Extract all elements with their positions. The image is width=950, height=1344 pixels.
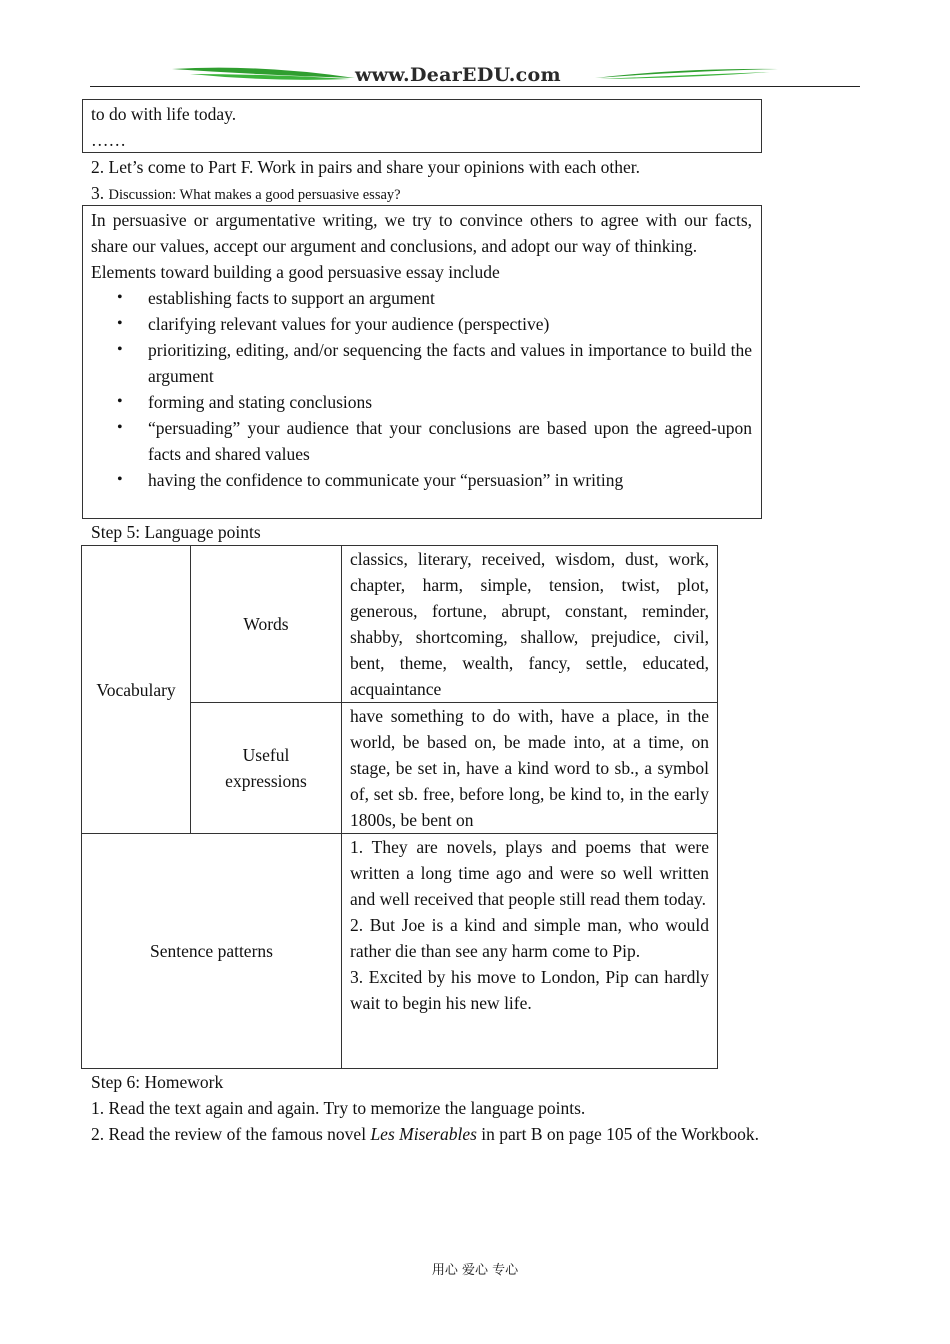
sentence-pattern: 3. Excited by his move to London, Pip can hardly wait to begin his new life.: [350, 967, 709, 1013]
novel-title: Les Miserables: [370, 1124, 477, 1144]
item-3: [91, 180, 401, 208]
continued-text-box: [82, 99, 762, 153]
site-logo-text: www.DearEDU.com: [355, 64, 561, 86]
useful-label-line1: Useful: [242, 745, 290, 765]
sentence-patterns-label-cell: [82, 834, 342, 1069]
header-banner: [90, 62, 860, 92]
elements-lead: Elements toward building a good persuasive essay include: [91, 262, 500, 282]
item-3-number: 3.: [91, 183, 105, 203]
elements-list: [91, 285, 752, 493]
sentence-pattern: 1. They are novels, plays and poems that were written a long time ago and were so well written and well received that people still read them today.: [350, 837, 709, 909]
list-item: • clarifying relevant values for your audience (perspective): [91, 311, 752, 337]
bullet-icon: •: [117, 289, 123, 306]
useful-label-line2: expressions: [225, 771, 307, 791]
words-label: Words: [243, 614, 289, 634]
persuasive-essay-box: [82, 205, 762, 519]
list-item: • having the confidence to communicate your “persuasion” in writing: [91, 467, 752, 493]
step-5-heading: Step 5: Language points: [91, 522, 261, 542]
words-cell: [342, 546, 718, 703]
words-list: classics, literary, received, wisdom, dust, work, chapter, harm, simple, tension, twist, plot, generous, fortune, abrupt, constant, reminder, shabby, shortcoming, shallow, prejudice, civil, bent, theme, wealth, fancy, settle, educated, acquaintance: [350, 549, 709, 699]
item-3-text: Discussion: What makes a good persuasive essay?: [108, 187, 401, 203]
bullet-icon: •: [117, 393, 123, 410]
words-label-cell: [191, 546, 342, 703]
bullet-icon: •: [117, 419, 123, 436]
useful-expressions-list: have something to do with, have a place, in the world, be based on, be made into, at a time, on stage, be set in, have a kind word to sb., a symbol of, set sb. free, before long, be kind to, in the early 1800s, be bent on: [350, 706, 709, 830]
sentence-pattern: 2. But Joe is a kind and simple man, who would rather die than see any harm come to Pip.: [350, 915, 709, 961]
step-6-heading: Step 6: Homework: [91, 1072, 224, 1092]
box1-line1: to do with life today.: [91, 104, 237, 124]
vocabulary-cell: [82, 546, 191, 834]
list-item: • prioritizing, editing, and/or sequencing the facts and values in importance to build the argument: [91, 337, 752, 389]
useful-expressions-label-cell: [191, 703, 342, 834]
bullet-icon: •: [117, 315, 123, 332]
persuasive-intro: In persuasive or argumentative writing, we try to convince others to agree with our facts, share our values, accept our argument and conclusions, and adopt our way of thinking.: [91, 210, 752, 256]
homework-2-text-end: in part B on page 105 of the Workbook.: [476, 1124, 760, 1144]
item-2: 2. Let’s come to Part F. Work in pairs and share your opinions with each other.: [91, 157, 640, 177]
homework-1: 1. Read the text again and again. Try to memorize the language points.: [91, 1098, 586, 1118]
header-rule: [90, 86, 860, 87]
bullet-icon: •: [117, 341, 123, 358]
bullet-icon: •: [117, 471, 123, 488]
homework-2: [91, 1121, 759, 1147]
list-item: • establishing facts to support an argument: [91, 285, 752, 311]
list-item: • forming and stating conclusions: [91, 389, 752, 415]
sentence-patterns-label: Sentence patterns: [150, 941, 273, 961]
homework-2-text: 2. Read the review of the famous novel: [91, 1124, 371, 1144]
page-footer: 用心 爱心 专心: [431, 1263, 519, 1278]
vocabulary-label: Vocabulary: [96, 679, 176, 700]
sentence-patterns-cell: [342, 834, 718, 1069]
box1-ellipsis: ……: [91, 130, 126, 150]
list-item: • “persuading” your audience that your conclusions are based upon the agreed-upon facts and shared values: [91, 415, 752, 467]
language-points-table: [81, 545, 718, 1069]
useful-expressions-cell: [342, 703, 718, 834]
